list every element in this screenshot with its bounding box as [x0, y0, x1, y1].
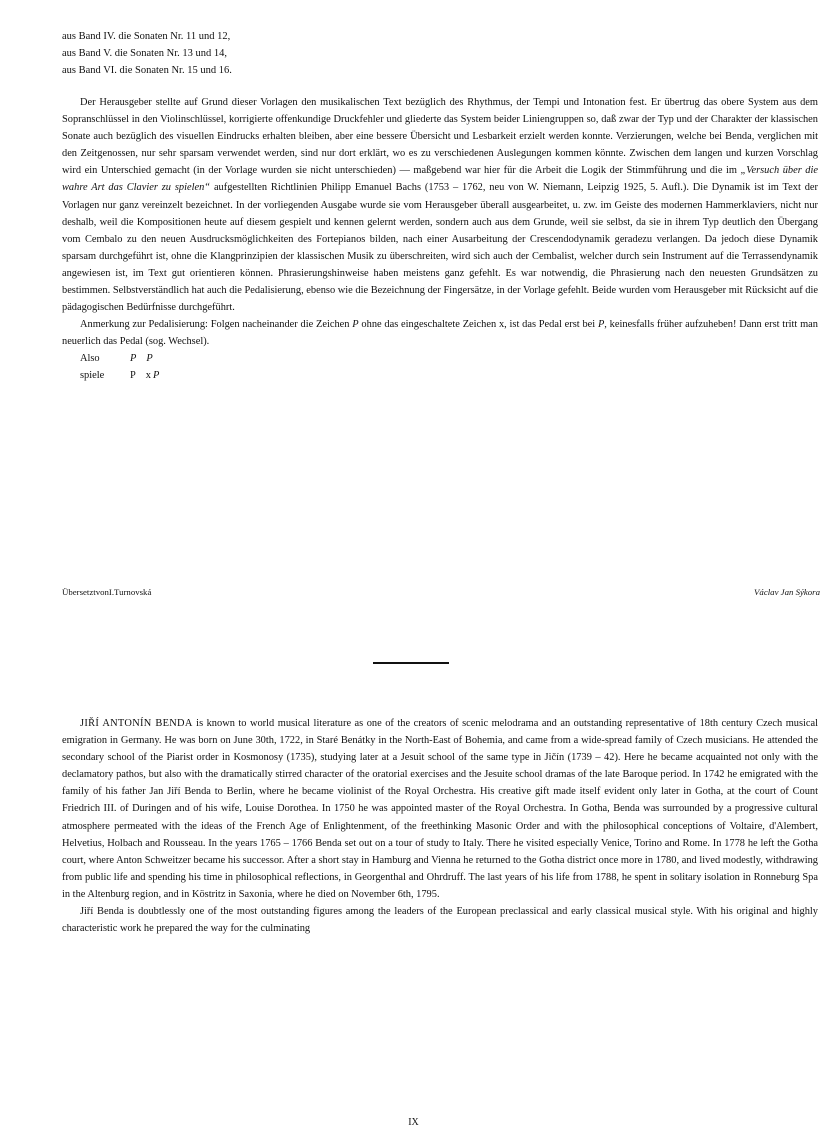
- pedal-note-text: Anmerkung zur Pedalisierung: Folgen nacheinander die Zeichen: [80, 319, 353, 331]
- pedal-symbol: P: [130, 353, 137, 365]
- translator-credit: ÜbersetztvonI.Turnovská: [62, 587, 152, 597]
- german-text: aufgestellten Richtlinien Philipp Emanuel Bachs (1753 – 1762, neu von W. Niemann, Leipzig 1925, 5. Aufl.). Die Dynamik ist im Text der Vorlagen nur ganz vereinzelt bezeichnet. In der vorliegenden Ausgabe wurde sie vom Herausgeber überall ausgearbeitet, u. zw. im Geiste des modernen Hammerklaviers, nicht nur deshalb, weil die Kompositionen heute auf diesem gespielt und kennen gelernt werden, sondern auch aus dem Grunde, weil sie selbst, da sie in ihrem Typ deutlich den Übergang vom Cembalo zu den neuen Ausdrucksmöglichkeiten des Fortepianos bilden, nach einer Ausarbeitung der Crescendodynamik geradezu verlangen. Da jedoch diese Dynamik sparsam durchgeführt ist, ohne die Klangprinzipien der klassischen Musik zu überschreiten, wird sich auch der Cembalist, welcher durch sein Instrument auf die Terrassendynamik angewiesen ist, im Text gut orientieren können. Phrasierungshinweise haben meistens ganz gefehlt. Es war notwendig, die Phrasierung nach den neuesten Grundsätzen zu bestimmen. Selbstverständlich hat auch die Pedalisierung, ebenso wie die Bezeichnung der Fingersätze, in der Vorlage gefehlt. Beide wurden vom Herausgeber mit Rücksicht auf die pädagogischen Bedürfnisse durchgeführt.: [62, 182, 818, 314]
- english-paragraph-1: [62, 715, 818, 903]
- pedal-symbol: P: [597, 319, 605, 331]
- english-text: is known to world musical literature as one of the creators of scenic melodrama and an outstanding representative of 18th century Czech musical emigration in Germany. He was born on June 30th, 1722, in Staré Benátky in the North-East of Bohemia, and came from a wide-spread family of Czech musicians. He attended the secondary school of the Piarist order in Kosmonosy (1735), studying later at a Jesuit school of the same type in Jičín (1739 – 42). Here he became acquainted not only with the declamatory pathos, but also with the dramatically stirred character of the oratorial exercises and the Jesuite school dramas of the late Baroque period. In 1742 he emigrated with the family of his father Jan Jiří Benda to Berlin, where he became violinist of the Royal Orchestra. His creative gift made itself evident only later in Gotha, at the court of Count Friedrich III. of Duringen and of his wife, Louise Dorothea. In 1750 he was appointed master of the Royal Orchestra. In Gotha, Benda was surrounded by a progressive cultural atmosphere permeated with the ideas of the French Age of Enlightenment, of the freethinking Masonic Order and with the philosophical conceptions of Voltaire, d'Alembert, Helvetius, Holbach and Rousseau. In the years 1765 – 1766 Benda set out on a tour of study to Italy. There he visited especially Venice, Torino and Rome. In 1778 he left the Gotha court, where Anton Schweitzer became his successor. After a short stay in Hamburg and Vienna he returned to the Gotha district once more in 1780, and lived modestly, withdrawing from public life and spending his time in philosophical reflections, in Georgenthal and Ohrdruff. The last years of his life from 1788, he spent in solitary isolation in Ronneburg Spa in the Altenburg region, and in Köstritz in Saxonia, where he died on November 6th, 1795.: [62, 718, 819, 900]
- pedal-symbol: P: [152, 370, 160, 382]
- english-text: Jiří Benda is doubtlessly one of the most outstanding figures among the leaders of the European preclassical and early classical musical style. With his original and highly characteristic work he prepared the way for the culminating: [62, 906, 818, 935]
- composer-name: JIŘÍ ANTONÍN BENDA: [80, 718, 193, 729]
- pedal-note-text: , keinesfalls früher aufzuheben! Dann erst tritt man neuerlich das Pedal (sog. Wechsel).: [62, 319, 818, 348]
- pedal-symbol: P: [130, 370, 136, 382]
- source-volume-line: aus Band IV. die Sonaten Nr. 11 und 12,: [62, 31, 231, 42]
- pedal-note: [62, 316, 818, 350]
- german-preface: [62, 94, 818, 384]
- spiele-label: spiele: [80, 370, 105, 382]
- book-title: „Versuch über die wahre Art das Clavier zu spielen“: [62, 165, 818, 194]
- english-biography: [62, 715, 818, 937]
- source-volume-list: [62, 28, 232, 79]
- credits: [62, 587, 820, 597]
- section-divider: [373, 662, 449, 664]
- pedal-symbol: P: [352, 319, 359, 331]
- source-volume-line: aus Band V. die Sonaten Nr. 13 und 14,: [62, 48, 227, 59]
- english-paragraph-2: [62, 903, 818, 937]
- author-credit: Václav Jan Sýkora: [754, 587, 820, 597]
- german-paragraph-editorial: [62, 94, 818, 316]
- also-label: Also: [80, 353, 100, 365]
- page-number: IX: [408, 1117, 419, 1128]
- pedal-example: [62, 350, 818, 384]
- pedal-symbol: P: [146, 353, 153, 365]
- source-volume-line: aus Band VI. die Sonaten Nr. 15 und 16.: [62, 65, 232, 76]
- german-text: Der Herausgeber stellte auf Grund dieser Vorlagen den musikalischen Text bezüglich des Rhythmus, der Tempi und Intonation fest. Er übertrug das obere System aus dem Sopranschlüssel in den Violinschlüssel, korrigierte offenkundige Druckfehler und gliederte das System beider Liniengruppen so, daß zwar der Typ und der Charakter der klassischen Sonate auch bezüglich des visuellen Eindrucks erhalten bleiben, aber eine bessere Übersicht und Lesbarkeit erzielt werden konnte. Verzierungen, welche bei Benda, verglichen mit den Zeitgenossen, nur sehr sparsam verwendet werden, sind nur dort erklärt, wo es zu verschiedenen Auslegungen kommen könnte. Zwischen dem langen und kurzen Vorschlag wird ein Unterschied gemacht (in der Vorlage wurden sie nicht unterschieden) — maßgebend war hier für die Arbeit die Logik der Stimmführung und die im: [62, 97, 818, 177]
- pedal-note-text: ohne das eingeschaltete Zeichen x, ist das Pedal erst bei: [358, 319, 598, 331]
- pedal-release-symbol: x: [145, 370, 151, 382]
